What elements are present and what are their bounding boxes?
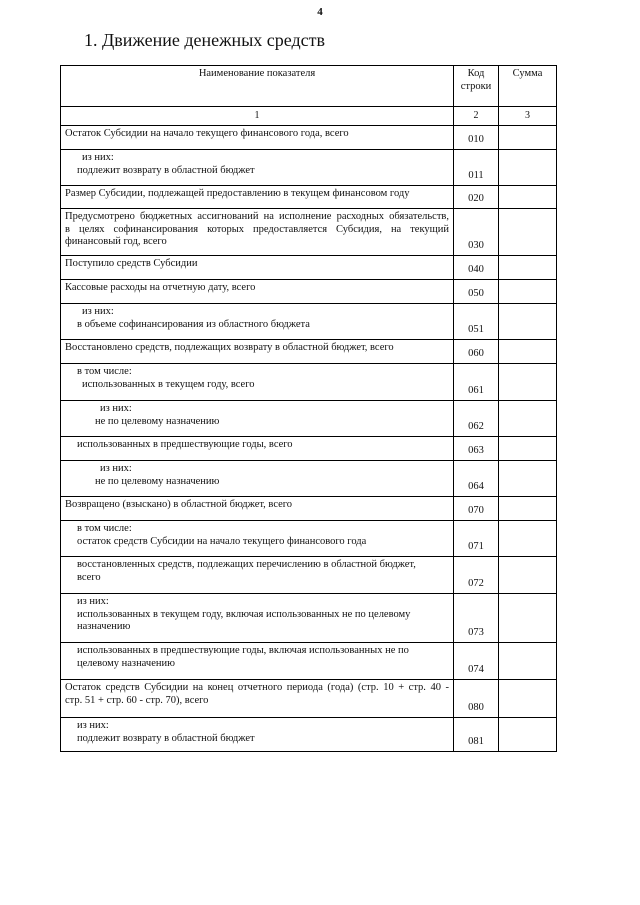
indicator-name-line: подлежит возврату в областной бюджет <box>77 732 255 744</box>
table-row <box>61 126 557 150</box>
column-number-3: 3 <box>499 107 557 126</box>
header-line-code <box>454 66 499 107</box>
table-body <box>61 126 557 752</box>
table-row <box>61 437 557 461</box>
line-code: 061 <box>454 364 499 401</box>
sum-cell[interactable] <box>499 304 557 340</box>
indicator-name-line: Восстановлено средств, подлежащих возврату в областной бюджет, всего <box>65 342 394 353</box>
line-code: 010 <box>454 126 499 150</box>
indicator-name-line: назначению <box>77 621 131 633</box>
indicator-name-line: использованных в предшествующие годы, всего <box>77 439 293 450</box>
indicator-name-line: из них: <box>77 720 109 731</box>
header-row <box>61 66 557 107</box>
line-code: 081 <box>454 718 499 752</box>
indicator-name-line: использованных в текущем году, всего <box>82 378 255 390</box>
indicator-name-line: всего <box>77 571 101 583</box>
sum-cell[interactable] <box>499 280 557 304</box>
line-code: 062 <box>454 401 499 437</box>
line-code: 051 <box>454 304 499 340</box>
indicator-name-line: в том числе: <box>77 523 132 534</box>
table-row <box>61 304 557 340</box>
indicator-name-line: из них: <box>100 463 132 474</box>
indicator-name <box>61 594 454 643</box>
indicator-name <box>61 437 454 461</box>
indicator-name-line: из них: <box>82 152 114 163</box>
indicator-name <box>61 186 454 209</box>
indicator-name-line: из них: <box>77 596 109 607</box>
sum-cell[interactable] <box>499 521 557 557</box>
sum-cell[interactable] <box>499 643 557 680</box>
indicator-name <box>61 521 454 557</box>
indicator-name-line: Остаток средств Субсидии на конец отчетного периода (года) (стр. 10 + стр. 40 - <box>65 682 449 693</box>
sum-cell[interactable] <box>499 186 557 209</box>
indicator-name-line: Предусмотрено бюджетных ассигнований на исполнение расходных обязательств, <box>65 211 449 222</box>
indicator-name-line: Размер Субсидии, подлежащей предоставлению в текущем финансовом году <box>65 188 410 199</box>
table-row <box>61 680 557 718</box>
indicator-name <box>61 557 454 594</box>
sum-cell[interactable] <box>499 497 557 521</box>
indicator-name-line: целевому назначению <box>77 657 175 669</box>
table-row <box>61 256 557 280</box>
indicator-name-line: в объеме софинансирования из областного бюджета <box>77 318 310 330</box>
header-sum: Сумма <box>499 66 557 107</box>
indicator-name <box>61 304 454 340</box>
line-code: 064 <box>454 461 499 497</box>
line-code: 072 <box>454 557 499 594</box>
table-row <box>61 186 557 209</box>
line-code: 020 <box>454 186 499 209</box>
header-indicator-name: Наименование показателя <box>61 66 454 107</box>
indicator-name-line: не по целевому назначению <box>95 475 220 487</box>
indicator-name-line: в целях софинансирования которых предоставляется Субсидия, на текущий <box>65 223 449 235</box>
indicator-name-line: Кассовые расходы на отчетную дату, всего <box>65 282 256 293</box>
indicator-name <box>61 461 454 497</box>
indicator-name-line: использованных в текущем году, включая использованных не по целевому <box>77 608 411 620</box>
sum-cell[interactable] <box>499 557 557 594</box>
sum-cell[interactable] <box>499 340 557 364</box>
table-row <box>61 280 557 304</box>
sum-cell[interactable] <box>499 256 557 280</box>
indicator-name <box>61 401 454 437</box>
indicator-name <box>61 680 454 718</box>
table-row <box>61 594 557 643</box>
indicator-name-line: не по целевому назначению <box>95 415 220 427</box>
line-code: 071 <box>454 521 499 557</box>
table-row <box>61 521 557 557</box>
table-row <box>61 364 557 401</box>
line-code: 070 <box>454 497 499 521</box>
sum-cell[interactable] <box>499 126 557 150</box>
indicator-name <box>61 150 454 186</box>
column-number-2: 2 <box>454 107 499 126</box>
line-code: 074 <box>454 643 499 680</box>
sum-cell[interactable] <box>499 401 557 437</box>
indicator-name <box>61 340 454 364</box>
indicator-name-line: стр. 51 + стр. 60 - стр. 70), всего <box>65 694 209 706</box>
sum-cell[interactable] <box>499 209 557 256</box>
sum-cell[interactable] <box>499 150 557 186</box>
indicator-name <box>61 497 454 521</box>
sum-cell[interactable] <box>499 594 557 643</box>
line-code: 040 <box>454 256 499 280</box>
line-code: 050 <box>454 280 499 304</box>
indicator-name-line: финансовый год, всего <box>65 236 167 248</box>
sum-cell[interactable] <box>499 461 557 497</box>
line-code: 011 <box>454 150 499 186</box>
line-code: 060 <box>454 340 499 364</box>
table-row <box>61 401 557 437</box>
indicator-name <box>61 718 454 752</box>
indicator-name-line: остаток средств Субсидии на начало текущего финансового года <box>77 535 367 547</box>
indicator-name-line: восстановленных средств, подлежащих перечислению в областной бюджет, <box>77 559 416 570</box>
cash-flow-table <box>60 65 557 752</box>
table-row <box>61 497 557 521</box>
section-title: 1. Движение денежных средств <box>84 30 326 50</box>
sum-cell[interactable] <box>499 437 557 461</box>
column-number-row <box>61 107 557 126</box>
indicator-name-line: в том числе: <box>77 366 132 377</box>
indicator-name-line: подлежит возврату в областной бюджет <box>77 164 255 176</box>
table-row <box>61 340 557 364</box>
line-code: 073 <box>454 594 499 643</box>
table-row <box>61 461 557 497</box>
indicator-name-line: Остаток Субсидии на начало текущего финансового года, всего <box>65 128 349 139</box>
column-number-1: 1 <box>61 107 454 126</box>
indicator-name <box>61 364 454 401</box>
table-row <box>61 150 557 186</box>
sum-cell[interactable] <box>499 718 557 752</box>
indicator-name-line: Возвращено (взыскано) в областной бюджет, всего <box>65 499 293 510</box>
header-code-line1: Код <box>467 68 485 79</box>
page-number: 4 <box>317 6 323 18</box>
indicator-name-line: из них: <box>100 403 132 414</box>
line-code: 030 <box>454 209 499 256</box>
table-row <box>61 209 557 256</box>
sum-cell[interactable] <box>499 680 557 718</box>
indicator-name <box>61 643 454 680</box>
line-code: 080 <box>454 680 499 718</box>
indicator-name <box>61 280 454 304</box>
table-row <box>61 643 557 680</box>
table-row <box>61 718 557 752</box>
indicator-name <box>61 256 454 280</box>
indicator-name-line: использованных в предшествующие годы, включая использованных не по <box>77 645 409 656</box>
line-code: 063 <box>454 437 499 461</box>
header-code-line2: строки <box>460 80 492 92</box>
indicator-name <box>61 126 454 150</box>
sum-cell[interactable] <box>499 364 557 401</box>
indicator-name-line: Поступило средств Субсидии <box>65 258 198 269</box>
indicator-name <box>61 209 454 256</box>
indicator-name-line: из них: <box>82 306 114 317</box>
table-row <box>61 557 557 594</box>
